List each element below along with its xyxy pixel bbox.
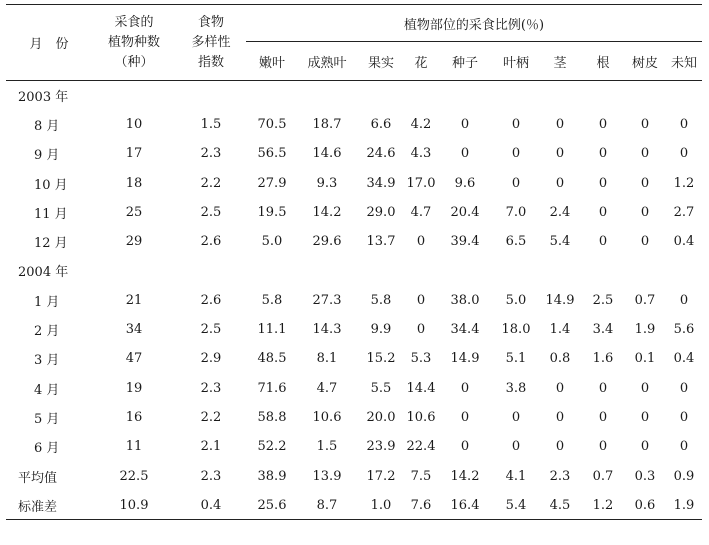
summary-label: 平均值 (18, 470, 58, 486)
table-cell: 52.2 (257, 439, 287, 455)
table-cell: 0.7 (592, 468, 614, 484)
table-cell: 56.5 (257, 146, 287, 162)
table-cell: 10.6 (406, 409, 436, 425)
table-cell: 29.6 (312, 234, 342, 250)
table-body (6, 81, 702, 520)
table-cell: 0 (640, 175, 650, 191)
table-cell: 17.2 (366, 468, 396, 484)
table-cell: 0 (511, 116, 521, 132)
table-cell: 5.1 (505, 351, 527, 367)
summary-row (6, 491, 702, 520)
table-cell: 0 (598, 439, 608, 455)
table-cell: 4.2 (410, 116, 432, 132)
table-cell: 0.1 (634, 351, 656, 367)
table-row (6, 403, 702, 432)
table-cell: 58.8 (257, 409, 287, 425)
table-cell: 15.2 (366, 351, 396, 367)
diversity-header-line: 多样性 (191, 34, 231, 50)
table-cell: 0 (679, 116, 689, 132)
table-cell: 14.2 (450, 468, 480, 484)
plant-part-header: 种子 (436, 42, 494, 81)
table-cell: 5.6 (673, 322, 695, 338)
table-cell: 4.7 (410, 204, 432, 220)
table-header (6, 5, 702, 81)
table-cell: 24.6 (366, 146, 396, 162)
month-header: 月 份 (6, 5, 92, 81)
table-row (6, 168, 702, 197)
table-cell: 0 (511, 175, 521, 191)
species-header (92, 5, 176, 81)
table-cell: 0 (640, 204, 650, 220)
table-cell: 48.5 (257, 351, 287, 367)
table-cell: 11 (125, 439, 143, 455)
table-cell: 7.0 (505, 204, 527, 220)
table-cell: 18 (125, 175, 143, 191)
table-cell: 0.7 (634, 292, 656, 308)
table-cell: 10.9 (92, 491, 176, 520)
table-cell: 27.3 (312, 292, 342, 308)
table-cell: 0 (640, 116, 650, 132)
table-cell: 71.6 (257, 380, 287, 396)
table-cell: 7.6 (406, 491, 436, 520)
table-cell: 0 (416, 322, 426, 338)
table-cell: 2.3 (200, 468, 222, 484)
table-cell: 0 (679, 439, 689, 455)
month-label: 2 月 (34, 324, 60, 340)
summary-row (6, 461, 702, 490)
table-cell: 0 (679, 292, 689, 308)
table-cell: 0 (555, 380, 565, 396)
table-cell: 1.6 (592, 351, 614, 367)
table-cell: 34.4 (450, 322, 480, 338)
plant-part-header: 成熟叶 (298, 42, 356, 81)
diversity-header-line: 指数 (197, 54, 224, 70)
table-cell: 5.5 (370, 380, 392, 396)
table-row (6, 110, 702, 139)
table-cell: 0 (679, 146, 689, 162)
table-cell: 2.7 (673, 204, 695, 220)
table-cell: 4.1 (505, 468, 527, 484)
table-cell: 47 (125, 351, 143, 367)
table-cell: 0 (555, 409, 565, 425)
table-cell: 38.9 (257, 468, 287, 484)
table-cell: 34.9 (366, 175, 396, 191)
table-cell: 8.7 (298, 491, 356, 520)
table-cell: 4.5 (538, 491, 582, 520)
table-cell: 5.8 (370, 292, 392, 308)
table-cell: 0 (598, 204, 608, 220)
table-cell: 23.9 (366, 439, 396, 455)
month-label: 10 月 (34, 177, 68, 193)
table-cell: 0 (640, 380, 650, 396)
table-cell: 14.9 (545, 292, 575, 308)
table-cell: 9.9 (370, 322, 392, 338)
table-cell: 38.0 (450, 292, 480, 308)
table-cell: 1.2 (582, 491, 624, 520)
table-cell: 1.9 (634, 322, 656, 338)
table-cell: 0.4 (176, 491, 246, 520)
table-cell: 29.0 (366, 204, 396, 220)
table-cell: 2.5 (200, 204, 222, 220)
table-cell: 0 (679, 409, 689, 425)
table-cell: 13.7 (366, 234, 396, 250)
table-cell: 18.0 (501, 322, 531, 338)
diversity-header-line: 食物 (197, 14, 224, 30)
table-cell: 21 (125, 292, 143, 308)
table-cell: 6.6 (370, 116, 392, 132)
table-cell: 20.0 (366, 409, 396, 425)
table-cell: 0 (555, 116, 565, 132)
plant-part-header: 嫩叶 (246, 42, 298, 81)
table-cell: 10 (125, 116, 143, 132)
month-label: 3 月 (34, 353, 60, 369)
table-cell: 6.5 (505, 234, 527, 250)
table-cell: 14.2 (312, 204, 342, 220)
table-cell: 5.8 (261, 292, 283, 308)
table-cell: 2.3 (549, 468, 571, 484)
table-cell: 5.0 (261, 234, 283, 250)
table-cell: 9.6 (454, 175, 476, 191)
table-cell: 0 (640, 146, 650, 162)
table-cell: 0.4 (673, 351, 695, 367)
table-cell: 2.2 (200, 175, 222, 191)
species-header-line: （种） (114, 54, 154, 70)
table-cell: 0 (460, 380, 470, 396)
table-cell: 5.4 (494, 491, 538, 520)
year-row (6, 81, 702, 110)
table-cell: 0 (460, 409, 470, 425)
table-cell: 0 (460, 116, 470, 132)
table-cell: 3.4 (592, 322, 614, 338)
table-cell: 14.9 (450, 351, 480, 367)
plant-part-header: 茎 (538, 42, 582, 81)
table-cell: 5.0 (505, 292, 527, 308)
table-cell: 25.6 (246, 491, 298, 520)
table-cell: 2.2 (200, 409, 222, 425)
table-cell: 16.4 (436, 491, 494, 520)
table-cell: 0.4 (673, 234, 695, 250)
table-cell: 0 (511, 409, 521, 425)
table-cell: 0 (598, 380, 608, 396)
table-cell: 1.5 (316, 439, 338, 455)
month-label: 4 月 (34, 382, 60, 398)
table-cell: 13.9 (312, 468, 342, 484)
month-label: 6 月 (34, 441, 60, 457)
table-cell: 0 (598, 234, 608, 250)
month-label: 12 月 (34, 236, 68, 252)
table-cell: 0 (679, 380, 689, 396)
table-cell: 0 (555, 439, 565, 455)
month-label: 5 月 (34, 411, 60, 427)
table-cell: 2.5 (200, 322, 222, 338)
table-cell: 2.9 (200, 351, 222, 367)
table-cell: 0 (640, 409, 650, 425)
table-cell: 0 (555, 175, 565, 191)
table-cell: 8.1 (316, 351, 338, 367)
species-header-line: 植物种数 (107, 34, 160, 50)
table-cell: 0 (640, 439, 650, 455)
table-cell: 0 (416, 292, 426, 308)
month-label: 9 月 (34, 148, 60, 164)
table-cell: 39.4 (450, 234, 480, 250)
table-cell: 4.7 (316, 380, 338, 396)
table-cell: 5.3 (410, 351, 432, 367)
table-row (6, 344, 702, 373)
table-cell: 2.1 (200, 439, 222, 455)
table-cell: 5.4 (549, 234, 571, 250)
year-label: 2004 年 (18, 265, 69, 281)
diversity-header (176, 5, 246, 81)
table-row (6, 286, 702, 315)
table-cell: 22.4 (406, 439, 436, 455)
table-cell: 10.6 (312, 409, 342, 425)
species-header-line: 采食的 (114, 14, 154, 30)
table-row (6, 227, 702, 256)
table-cell: 11.1 (257, 322, 287, 338)
month-label: 1 月 (34, 294, 60, 310)
plant-part-header: 叶柄 (494, 42, 538, 81)
plant-part-header: 根 (582, 42, 624, 81)
table-cell: 0 (598, 175, 608, 191)
table-row (6, 198, 702, 227)
year-row (6, 256, 702, 285)
plant-part-group-header: 植物部位的采食比例(％) (246, 5, 702, 42)
table-cell: 7.5 (410, 468, 432, 484)
table-cell: 1.9 (666, 491, 702, 520)
table-cell: 70.5 (257, 116, 287, 132)
table-cell: 4.3 (410, 146, 432, 162)
plant-part-header: 花 (406, 42, 436, 81)
table-cell: 9.3 (316, 175, 338, 191)
table-cell: 14.3 (312, 322, 342, 338)
year-label: 2003 年 (18, 89, 69, 105)
table-cell: 18.7 (312, 116, 342, 132)
table-cell: 17.0 (406, 175, 436, 191)
table-cell: 17 (125, 146, 143, 162)
table-row (6, 373, 702, 402)
table-cell: 1.4 (549, 322, 571, 338)
table-cell: 2.3 (200, 146, 222, 162)
table-cell: 2.4 (549, 204, 571, 220)
table-cell: 19 (125, 380, 143, 396)
table-cell: 0 (511, 146, 521, 162)
table-cell: 0 (640, 234, 650, 250)
table-cell: 19.5 (257, 204, 287, 220)
table-cell: 14.4 (406, 380, 436, 396)
table-cell: 1.0 (356, 491, 406, 520)
month-label: 8 月 (34, 118, 60, 134)
month-label: 11 月 (34, 206, 68, 222)
table-cell: 16 (125, 409, 143, 425)
table-cell: 0.8 (549, 351, 571, 367)
table-cell: 0 (598, 116, 608, 132)
table-cell: 0.3 (634, 468, 656, 484)
table-cell: 0 (598, 146, 608, 162)
table-cell: 0 (460, 146, 470, 162)
table-cell: 0 (555, 146, 565, 162)
table-cell: 0 (598, 409, 608, 425)
plant-part-header: 未知 (666, 42, 702, 81)
table-row (6, 139, 702, 168)
table-cell: 0 (416, 234, 426, 250)
table-cell: 0.6 (624, 491, 666, 520)
table-cell: 27.9 (257, 175, 287, 191)
table-cell: 22.5 (119, 468, 149, 484)
table-cell: 3.8 (505, 380, 527, 396)
table-cell: 0 (511, 439, 521, 455)
table-cell: 2.5 (592, 292, 614, 308)
table-cell: 0 (460, 439, 470, 455)
table-row (6, 315, 702, 344)
table-cell: 29 (125, 234, 143, 250)
diet-table (6, 4, 702, 520)
table-cell: 20.4 (450, 204, 480, 220)
table-cell: 2.6 (200, 292, 222, 308)
table-cell: 25 (125, 204, 143, 220)
plant-part-header: 果实 (356, 42, 406, 81)
plant-part-header: 树皮 (624, 42, 666, 81)
table-cell: 1.5 (200, 116, 222, 132)
table-row (6, 432, 702, 461)
table-cell: 2.3 (200, 380, 222, 396)
table-cell: 1.2 (673, 175, 695, 191)
table-cell: 0.9 (673, 468, 695, 484)
summary-label: 标准差 (6, 491, 92, 520)
table-cell: 14.6 (312, 146, 342, 162)
table-cell: 2.6 (200, 234, 222, 250)
table-cell: 34 (125, 322, 143, 338)
